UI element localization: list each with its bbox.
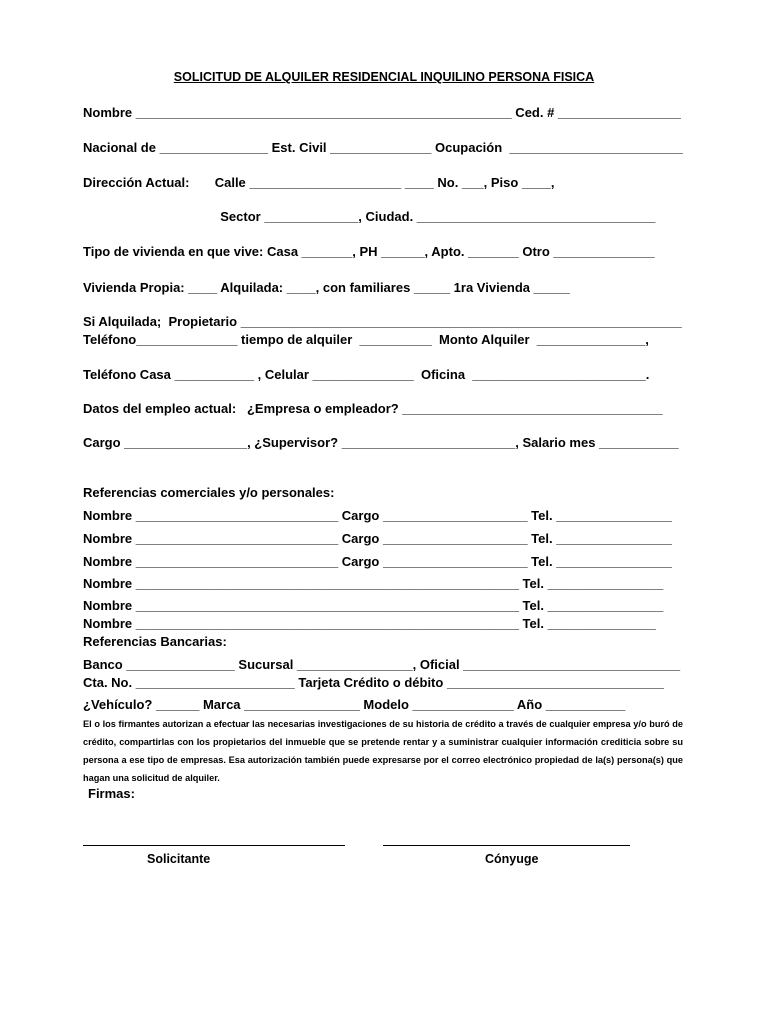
sector-line[interactable]: Sector _____________, Ciudad. _________________________________ bbox=[83, 209, 656, 224]
propietario-line[interactable]: Si Alquilada; Propietario _____________________________________________________________ bbox=[83, 314, 682, 329]
banco-line[interactable]: Banco _______________ Sucursal ________________, Oficial ______________________________ bbox=[83, 657, 681, 672]
referencias-heading: Referencias comerciales y/o personales: bbox=[83, 485, 335, 500]
conyuge-label: Cónyuge bbox=[485, 852, 539, 866]
conyuge-signature-line[interactable] bbox=[383, 845, 630, 846]
telefono-casa-line[interactable]: Teléfono Casa ___________ , Celular ______________ Oficina ________________________. bbox=[83, 367, 650, 382]
referencia-row[interactable]: Nombre ____________________________ Cargo ____________________ Tel. ________________ bbox=[83, 508, 672, 523]
firmas-heading: Firmas: bbox=[88, 786, 135, 801]
referencias-bancarias-heading: Referencias Bancarias: bbox=[83, 634, 227, 649]
form-title: SOLICITUD DE ALQUILER RESIDENCIAL INQUILINO PERSONA FISICA bbox=[173, 70, 595, 84]
vehiculo-line[interactable]: ¿Vehículo? ______ Marca ________________ Modelo ______________ Año ___________ bbox=[83, 697, 626, 712]
referencia-row[interactable]: Nombre ____________________________ Cargo ____________________ Tel. ________________ bbox=[83, 531, 672, 546]
referencia-row[interactable]: Nombre ____________________________ Cargo ____________________ Tel. ________________ bbox=[83, 554, 672, 569]
nombre-line[interactable]: Nombre ____________________________________________________ Ced. # _________________ bbox=[83, 105, 681, 120]
cargo-salario-line[interactable]: Cargo _________________, ¿Supervisor? ________________________, Salario mes ___________ bbox=[83, 435, 679, 450]
solicitante-signature-line[interactable] bbox=[83, 845, 345, 846]
cuenta-tarjeta-line[interactable]: Cta. No. ______________________ Tarjeta Crédito o débito ______________________________ bbox=[83, 675, 664, 690]
tipo-vivienda-line[interactable]: Tipo de vivienda en que vive: Casa _______, PH ______, Apto. _______ Otro ______________ bbox=[83, 244, 655, 259]
referencia-row[interactable]: Nombre _____________________________________________________ Tel. ________________ bbox=[83, 576, 664, 591]
telefono-alquiler-line[interactable]: Teléfono______________ tiempo de alquiler __________ Monto Alquiler _______________, bbox=[83, 332, 649, 347]
referencia-row[interactable]: Nombre _____________________________________________________ Tel. ________________ bbox=[83, 598, 664, 613]
nacionalidad-line[interactable]: Nacional de _______________ Est. Civil ______________ Ocupación ________________________ bbox=[83, 140, 683, 155]
direccion-line[interactable]: Dirección Actual: Calle _____________________ ____ No. ___, Piso ____, bbox=[83, 175, 555, 190]
referencia-row[interactable]: Nombre _____________________________________________________ Tel. _______________ bbox=[83, 616, 657, 631]
consent-paragraph: El o los firmantes autorizan a efectuar las necesarias investigaciones de su historia de crédito a través de cualquier empresa y/o buró de crédito, compartirlas con los propietarios del inmueble que se pretende rentar y a suministrar cualquier información crediticia sobre su persona a ese tipo de empresas. Esa autorización también puede expresarse por el correo electrónico propiedad de la(s) persona(s) que hagan una solicitud de alquiler. bbox=[83, 719, 683, 783]
vivienda-propia-line[interactable]: Vivienda Propia: ____ Alquilada: ____, con familiares _____ 1ra Vivienda _____ bbox=[83, 280, 570, 295]
datos-empleo-line[interactable]: Datos del empleo actual: ¿Empresa o empleador? ____________________________________ bbox=[83, 401, 663, 416]
solicitante-label: Solicitante bbox=[147, 852, 211, 866]
